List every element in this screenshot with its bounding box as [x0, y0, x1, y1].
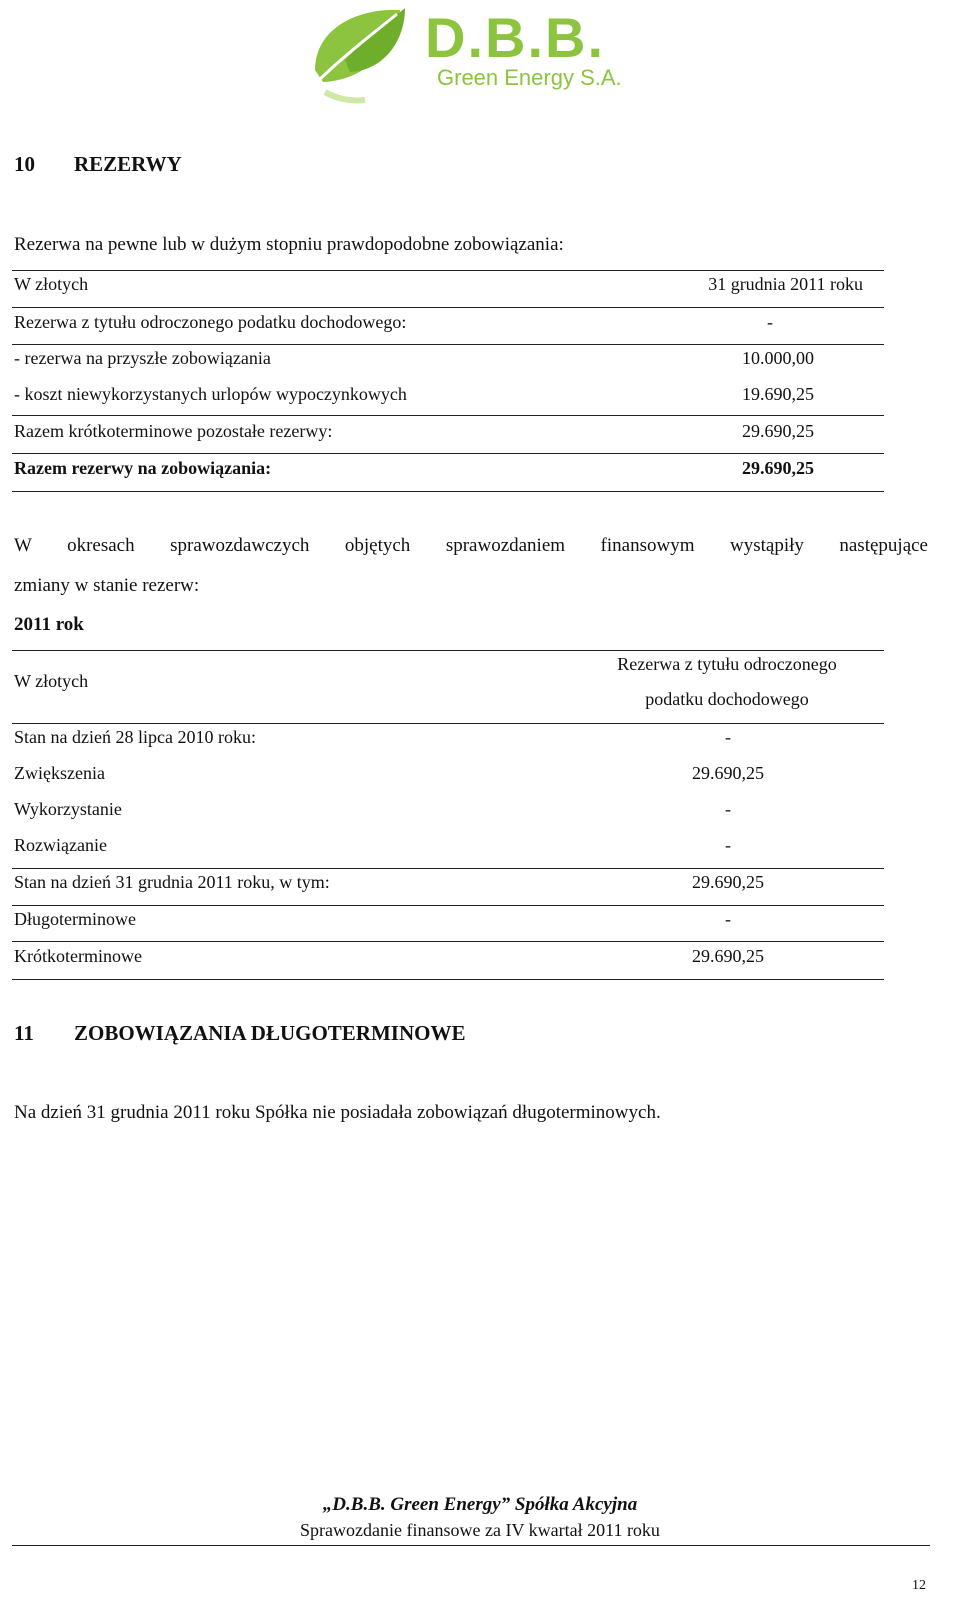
table-rule	[12, 453, 884, 454]
table-row-value: -	[725, 799, 731, 819]
table-row-label: Krótkoterminowe	[14, 946, 142, 966]
table-rule	[12, 868, 884, 869]
table-row-label: Razem krótkoterminowe pozostałe rezerwy:	[14, 421, 333, 441]
table-row-value: 29.690,25	[692, 946, 764, 966]
changes-paragraph-line2: zmiany w stanie rezerw:	[14, 575, 200, 596]
table-total-label: Razem rezerwy na zobowiązania:	[14, 458, 272, 478]
table-rule	[12, 723, 884, 724]
table-rule	[12, 270, 884, 271]
table-rule	[12, 979, 884, 980]
reserves-intro: Rezerwa na pewne lub w dużym stopniu prawdopodobne zobowiązania:	[14, 234, 564, 255]
company-logo	[305, 0, 635, 112]
table-header-value-line2: podatku dochodowego	[645, 689, 809, 709]
footer-document-title: Sprawozdanie finansowe za IV kwartał 2011 roku	[300, 1520, 660, 1540]
year-heading: 2011 rok	[14, 614, 84, 635]
section-10-heading	[14, 152, 414, 180]
table-header-value-line1: Rezerwa z tytułu odroczonego	[617, 654, 837, 674]
table-row-label: - rezerwa na przyszłe zobowiązania	[14, 348, 271, 368]
section-11-text: Na dzień 31 grudnia 2011 roku Spółka nie posiadała zobowiązań długoterminowych.	[14, 1102, 661, 1123]
table-row-label: Długoterminowe	[14, 909, 136, 929]
leaf-icon	[305, 0, 425, 112]
table-rule	[12, 344, 884, 345]
table-rule	[12, 415, 884, 416]
footer-company: „D.B.B. Green Energy” Spółka Akcyjna	[322, 1494, 638, 1515]
table-row-value: -	[725, 909, 731, 929]
table-rule	[12, 905, 884, 906]
table-row-value: -	[725, 835, 731, 855]
section-title: REZERWY	[74, 152, 182, 176]
table-row-value: 29.690,25	[692, 872, 764, 892]
table-header-value: 31 grudnia 2011 roku	[708, 274, 863, 294]
table-row-label: Rezerwa z tytułu odroczonego podatku dochodowego:	[14, 312, 407, 332]
table-row-label: Rozwiązanie	[14, 835, 107, 855]
section-number: 11	[14, 1021, 34, 1045]
table-row-value: 19.690,25	[742, 384, 814, 404]
table-rule	[12, 941, 884, 942]
section-11-heading	[14, 1021, 714, 1049]
changes-paragraph-line1: W okresach sprawozdawczych objętych sprawozdaniem finansowym wystąpiły następujące	[14, 535, 928, 556]
table-row-label: Stan na dzień 31 grudnia 2011 roku, w tym:	[14, 872, 330, 892]
table-row-label: - koszt niewykorzystanych urlopów wypoczynkowych	[14, 384, 407, 404]
table-row-value: 10.000,00	[742, 348, 814, 368]
table-header-label: W złotych	[14, 671, 89, 691]
logo-title: D.B.B.	[425, 6, 605, 69]
table-row-value: -	[725, 727, 731, 747]
page-number: 12	[912, 1578, 926, 1593]
table-row-label: Wykorzystanie	[14, 799, 122, 819]
table-rule	[12, 307, 884, 308]
table-rule	[12, 491, 884, 492]
section-number: 10	[14, 152, 35, 176]
table-rule	[12, 650, 884, 651]
table-header-label: W złotych	[14, 274, 89, 294]
table-row-value: 29.690,25	[742, 421, 814, 441]
table-total-value: 29.690,25	[742, 458, 814, 478]
table-row-value: 29.690,25	[692, 763, 764, 783]
logo-subtitle: Green Energy S.A.	[437, 65, 622, 90]
section-title: ZOBOWIĄZANIA DŁUGOTERMINOWE	[74, 1021, 466, 1045]
footer-rule	[12, 1545, 930, 1546]
table-row-label: Zwiększenia	[14, 763, 105, 783]
table-row-value: -	[767, 312, 773, 332]
table-row-label: Stan na dzień 28 lipca 2010 roku:	[14, 727, 256, 747]
